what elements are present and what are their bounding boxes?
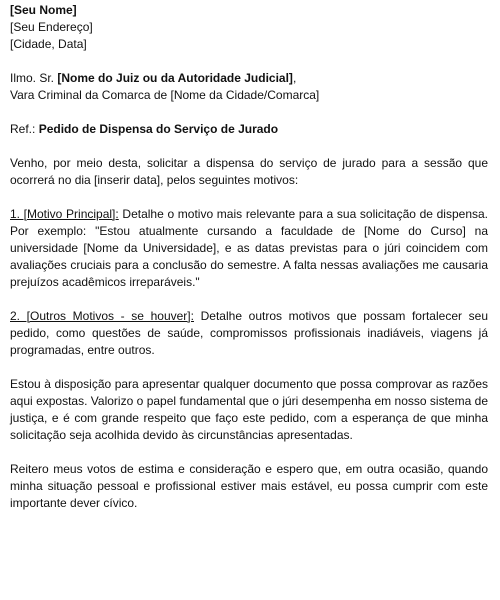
recipient-salutation: Ilmo. Sr.: [10, 71, 55, 85]
reason-text-1: Detalhe o motivo mais relevante para a sua solicitação de dispensa. Por exemplo: "Estou atualmente cursando a faculdade de [Nome do Curso] na universidade [Nome da Universidade], e as datas previstas para o júri coincidem com avaliações cruciais para a conclusão do semestre. A falta nessas avaliações me causaria prejuízos acadêmicos irreparáveis.": [10, 207, 488, 289]
reason-heading-1: 1. [Motivo Principal]:: [10, 207, 119, 221]
letter-document: [10, 2, 488, 512]
recipient-line: [10, 70, 488, 87]
reference-line: [10, 121, 488, 138]
reference-label: Ref.:: [10, 122, 36, 136]
reason-text-2: Detalhe outros motivos que possam fortalecer seu pedido, como questões de saúde, compromissos profissionais inadiáveis, viagens já programadas, entre outros.: [10, 309, 488, 357]
sender-name: [Seu Nome]: [10, 3, 77, 17]
recipient-name: [Nome do Juiz ou da Autoridade Judicial]: [57, 71, 293, 85]
availability-paragraph: Estou à disposição para apresentar qualquer documento que possa comprovar as razões aqui expostas. Valorizo o papel fundamental que o júri desempenha em nosso sistema de justiça, e é com grande respeito que faço este pedido, com a esperança de que minha solicitação seja acolhida devido às circunstâncias apresentadas.: [10, 377, 488, 442]
sender-city-date: [Cidade, Data]: [10, 37, 87, 51]
sender-address: [Seu Endereço]: [10, 20, 93, 34]
recipient-name-suffix: ,: [292, 71, 297, 85]
reason-paragraph-1: [10, 206, 488, 291]
reason-heading-2: 2. [Outros Motivos - se houver]:: [10, 309, 194, 323]
intro-paragraph: Venho, por meio desta, solicitar a dispensa do serviço de jurado para a sessão que ocorrerá no dia [inserir data], pelos seguintes motivos:: [10, 156, 488, 187]
reason-paragraph-2: [10, 308, 488, 359]
recipient-block: [10, 70, 488, 104]
sender-block: [10, 2, 488, 53]
reference-subject: Pedido de Dispensa do Serviço de Jurado: [38, 122, 279, 136]
closing-paragraph: Reitero meus votos de estima e consideração e espero que, em outra ocasião, quando minha situação pessoal e profissional estiver mais estável, eu possa cumprir com este importante dever cívico.: [10, 462, 488, 510]
recipient-court: Vara Criminal da Comarca de [Nome da Cidade/Comarca]: [10, 88, 320, 102]
